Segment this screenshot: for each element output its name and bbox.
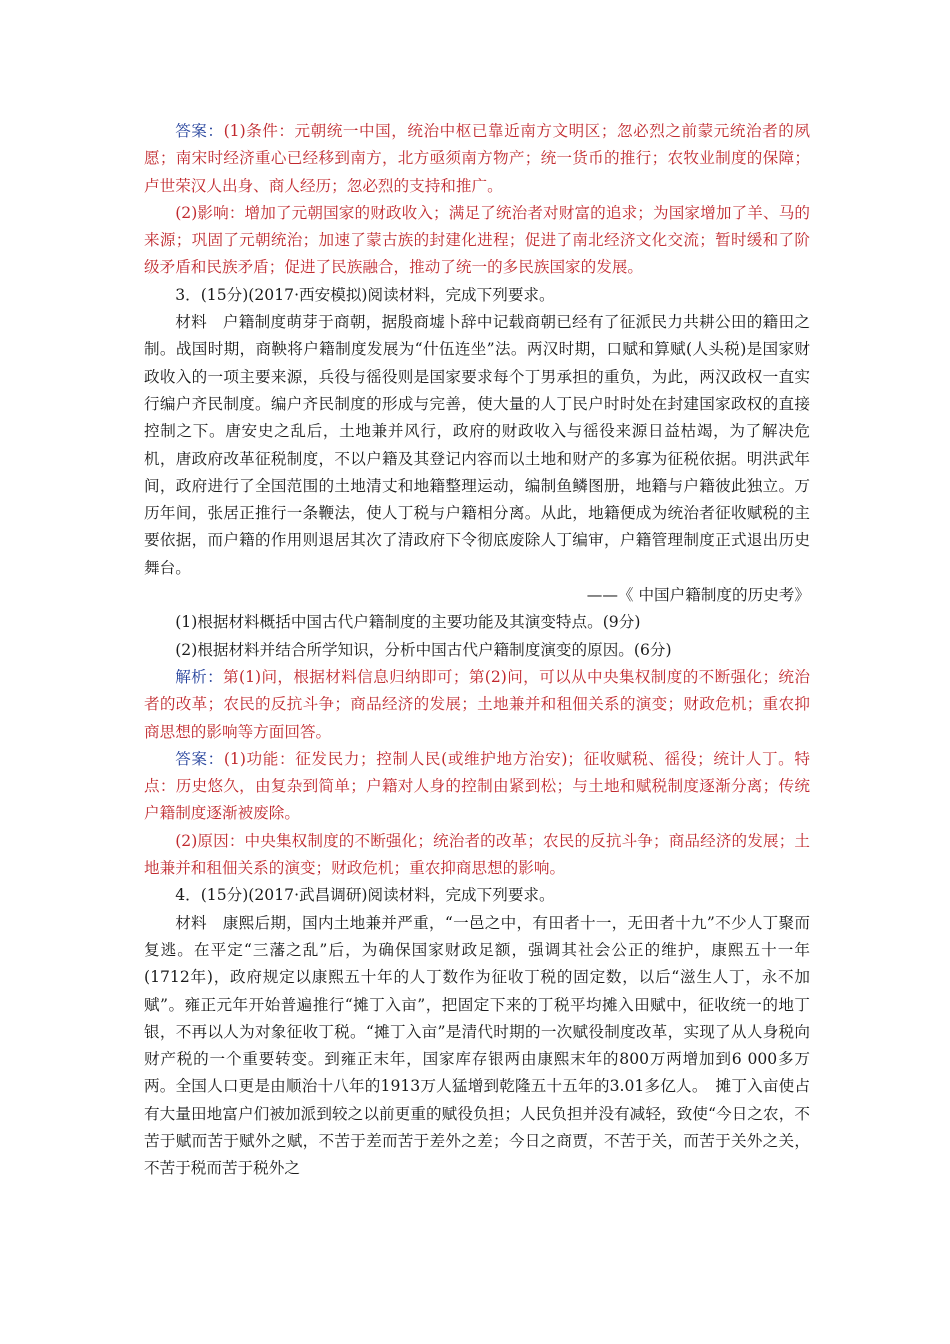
material-source: ——《 中国户籍制度的历史考》 [586,586,810,605]
question-4-material: 材料 康熙后期，国内土地兼并严重，“一邑之中，有田者十一，无田者十九”不少人丁聚而复逃。在平定“三藩之乱”后，为确保国家财政足额，强调其社会公正的维护，康熙五十一年(1712年)，政府规定以康熙五十年的人丁数作为征收丁税的固定数，以后“滋生人丁，永不加赋”。雍正元年开始普遍推行“摊丁入亩”，把固定下来的丁税平均摊入田赋中，征收统一的地丁银，不再以人为对象征收丁税。“摊丁入亩”是清代时期的一次赋役制度改革，实现了从人身税向财产税的一个重要转变。到雍正末年，国家库存银两由康熙末年的800万两增加到6 000多万两。全国人口更是由顺治十八年的1913万人猛增到乾隆五十五年的3.01多亿人。 摊丁入亩使占有大量田地富户们被加派到较之以前更重的赋役负担；人民负担并没有减轻，致使“今日之农，不苦于赋而苦于赋外之赋，不苦于差而苦于差外之差；今日之商贾，不苦于关，而苦于关外之关，不苦于税而苦于税外之 [144,913,810,1178]
answer-paragraph-2: (2)影响：增加了元朝国家的财政收入；满足了统治者对财富的追求；为国家增加了羊、马的来源；巩固了元朝统治；加速了蒙古族的封建化进程；促进了南北经济文化交流；暂时缓和了阶级矛盾和民族矛盾；促进了民族融合，推动了统一的多民族国家的发展。 [144,203,810,277]
answer-text-1: (1)条件：元朝统一中国，统治中枢已靠近南方文明区；忽必烈之前蒙元统治者的夙愿；南宋时经济重心已经移到南方，北方亟须南方物产；统一货币的推行；农牧业制度的保障；卢世荣汉人出身、商人经历；忽必烈的支持和推广。 [144,122,810,195]
question-3-material: 材料 户籍制度萌芽于商朝，据殷商墟卜辞中记载商朝已经有了征派民力共耕公田的籍田之制。战国时期，商鞅将户籍制度发展为“什伍连坐”法。两汉时期，口赋和算赋(人头税)是国家财政收入的一项主要来源，兵役与徭役则是国家要求每个丁男承担的重负，为此，两汉政权一直实行编户齐民制度。编户齐民制度的形成与完善，使大量的人丁民户时时处在封建国家政权的直接控制之下。唐安史之乱后，土地兼并风行，政府的财政收入与徭役来源日益枯竭，为了解决危机，唐政府改革征税制度，不以户籍及其登记内容而以土地和财产的多寡为征税依据。明洪武年间，政府进行了全国范围的土地清丈和地籍整理运动，编制鱼鳞图册，地籍与户籍彼此独立。万历年间，张居正推行一条鞭法，使人丁税与户籍相分离。从此，地籍便成为统治者征收赋税的主要依据，而户籍的作用则退居其次了清政府下令彻底废除人丁编审，户籍管理制度正式退出历史舞台。 [144,313,810,577]
question-3-heading: 3．(15分)(2017·西安模拟)阅读材料，完成下列要求。 [175,285,555,304]
answer-label: 答案： [175,122,224,140]
question-3-ask-1: (1)根据材料概括中国古代户籍制度的主要功能及其演变特点。(9分) [175,613,641,632]
answer-paragraph-4: (2)原因：中央集权制度的不断强化；统治者的改革；农民的反抗斗争；商品经济的发展；土地兼并和租佃关系的演变；财政危机；重农抑商思想的影响。 [144,831,810,878]
answer-text-3: (1)功能：征发民力；控制人民(或维护地方治安)；征收赋税、徭役；统计人丁。特点：历史悠久，由复杂到简单；户籍对人身的控制由紧到松；与土地和赋税制度逐渐分离；传统户籍制度逐渐被废除。 [144,749,810,823]
answer-paragraph-3 [144,746,810,828]
question-4-heading: 4．(15分)(2017·武昌调研)阅读材料，完成下列要求。 [175,886,555,905]
document-page [144,118,810,1183]
question-3-ask-2: (2)根据材料并结合所学知识，分析中国古代户籍制度演变的原因。(6分) [175,640,672,659]
answer-label-2: 答案： [175,749,224,768]
analysis-label: 解析： [175,667,224,686]
analysis-text: 第(1)问，根据材料信息归纳即可；第(2)问，可以从中央集权制度的不断强化；统治者的改革；农民的反抗斗争；商品经济的发展；土地兼并和租佃关系的演变；财政危机；重农抑商思想的影响等方面回答。 [144,667,810,741]
analysis-paragraph [144,664,810,746]
answer-paragraph-1 [144,118,810,200]
